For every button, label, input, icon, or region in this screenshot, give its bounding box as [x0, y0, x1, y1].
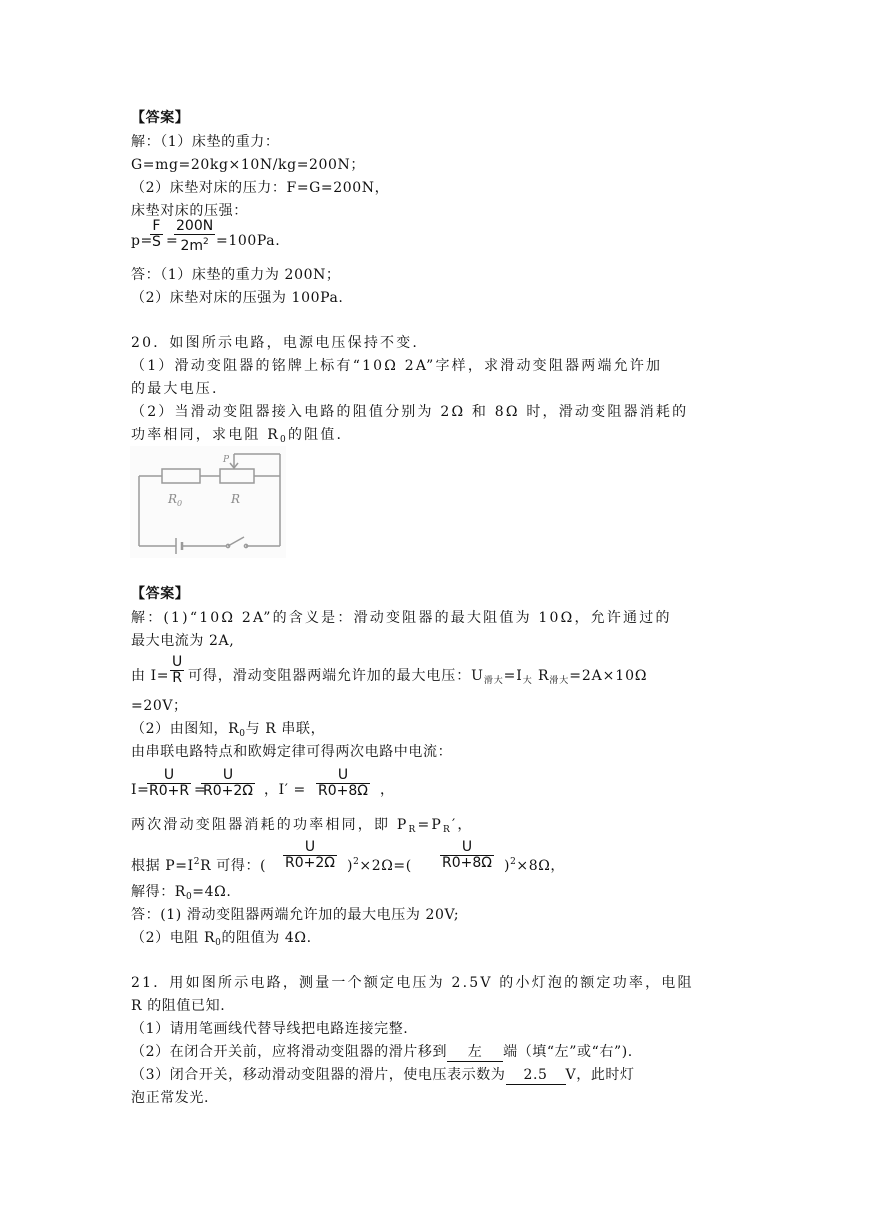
q20-line-1: 20．如图所示电路，电源电压保持不变. — [131, 335, 420, 351]
answer-heading-2: 【答案】 — [131, 586, 190, 602]
fig-label-r: R — [231, 492, 241, 506]
answer1-line-3: （2）床垫对床的压力：F=G=200N， — [131, 180, 390, 196]
answer2-line-1: 解：(1)“10Ω 2A”的含义是：滑动变阻器的最大阻值为 10Ω，允许通过的 — [131, 610, 672, 626]
fig-label-p: P — [223, 455, 230, 465]
fraction-f-over-s: $\frac{F}{S}$ — [152, 218, 161, 250]
q21-line-4: （2）在闭合开关前，应将滑动变阻器的滑片移到 左 端（填“左”或“右”). — [131, 1044, 633, 1060]
answer2-line-4: =20V； — [131, 698, 188, 714]
answer1-line-1: 解：（1）床垫的重力： — [131, 134, 280, 150]
answer2-power-mid: )$^2$×2Ω=( — [347, 857, 412, 874]
q21-line-2: R 的阻值已知. — [131, 998, 226, 1014]
answer2-current-post: ， — [380, 782, 395, 798]
answer2-line-2: 最大电流为 2A, — [131, 633, 235, 649]
circuit-diagram — [130, 446, 286, 558]
q21-line-1: 21．用如图所示电路，测量一个额定电压为 2.5V 的小灯泡的额定功率，电阻 — [131, 975, 694, 991]
q20-line-3: 的最大电压. — [131, 381, 219, 397]
answer-blank-voltage: 2.5 — [506, 1066, 566, 1085]
answer2-current-mid: ，I′ = — [264, 782, 306, 798]
answer2-line-11: 答：(1) 滑动变阻器两端允许加的最大电压为 20V; — [131, 907, 460, 923]
fraction-power-1: $\frac{U}{R0+2\Omega}$ — [285, 839, 335, 871]
answer2-line-10: 解得：$R_0=4\Omega$. — [131, 884, 232, 902]
answer2-line-12: （2）电阻 $R_0$的阻值为 4Ω. — [131, 930, 312, 948]
equals-sign: = — [194, 782, 207, 798]
fraction-u-over-r: $\frac{U}{R}$ — [172, 654, 183, 686]
answer2-line-5: （2）由图知，$R_0$与 R 串联， — [131, 721, 326, 739]
answer2-line-8: 两次滑动变阻器消耗的功率相同，即 $P_R=P_R'$， — [131, 817, 474, 835]
answer1-line-2: G=mg=20kg×10N/kg=200N； — [131, 157, 366, 173]
q20-line-4: （2）当滑动变阻器接入电路的阻值分别为 2Ω 和 8Ω 时，滑动变阻器消耗的 — [131, 404, 689, 420]
equals-sign: = — [166, 233, 179, 249]
fraction-power-2: $\frac{U}{R0+8\Omega}$ — [442, 839, 492, 871]
answer1-line-7: （2）床垫对床的压强为 100Pa. — [131, 290, 344, 306]
fig-label-r0: $R_0$ — [168, 492, 183, 508]
q21-line-6: 泡正常发光. — [131, 1090, 210, 1106]
answer2-current-prefix: I= — [131, 782, 150, 798]
fraction-u-over-r0-plus-r: $\frac{U}{R0+R}$ — [149, 767, 190, 799]
answer2-ohm-prefix: 由 I= — [131, 668, 170, 684]
fraction-200n-over-2m2: $\frac{200N}{2m^2}$ — [176, 218, 214, 254]
answer2-line-6: 由串联电路特点和欧姆定律可得两次电路中电流： — [131, 744, 453, 760]
answer1-line-6: 答：（1）床垫的重力为 200N； — [131, 267, 341, 283]
answer1-pressure-result: =100Pa. — [216, 233, 281, 249]
answer-heading-1: 【答案】 — [131, 110, 190, 126]
q20-line-2: （1）滑动变阻器的铭牌上标有“10Ω 2A”字样，求滑动变阻器两端允许加 — [131, 358, 663, 374]
answer1-pressure-formula-prefix: p= — [131, 233, 153, 249]
answer2-max-voltage: 可得，滑动变阻器两端允许加的最大电压：$U_{滑大}=I_大$ $R_{滑大}=2A\times 10\Omega$ — [188, 668, 648, 686]
q21-line-3: （1）请用笔画线代替导线把电路连接完整. — [131, 1021, 409, 1037]
q20-line-5: 功率相同，求电阻 $R_0$的阻值. — [131, 427, 344, 445]
q21-line-5: （3）闭合开关，移动滑动变阻器的滑片，使电压表示数为 2.5 V，此时灯 — [131, 1067, 635, 1083]
fraction-u-over-r0-plus-2ohm: $\frac{U}{R0+2\Omega}$ — [203, 767, 253, 799]
answer2-power-post: )$^2$×8Ω， — [504, 857, 566, 874]
answer-blank-left: 左 — [447, 1043, 503, 1062]
answer2-power-prefix: 根据 $P=I^2R$ 可得：( — [131, 857, 267, 874]
answer1-line-4: 床垫对床的压强： — [131, 203, 248, 219]
fraction-u-over-r0-plus-8ohm: $\frac{U}{R0+8\Omega}$ — [318, 767, 368, 799]
